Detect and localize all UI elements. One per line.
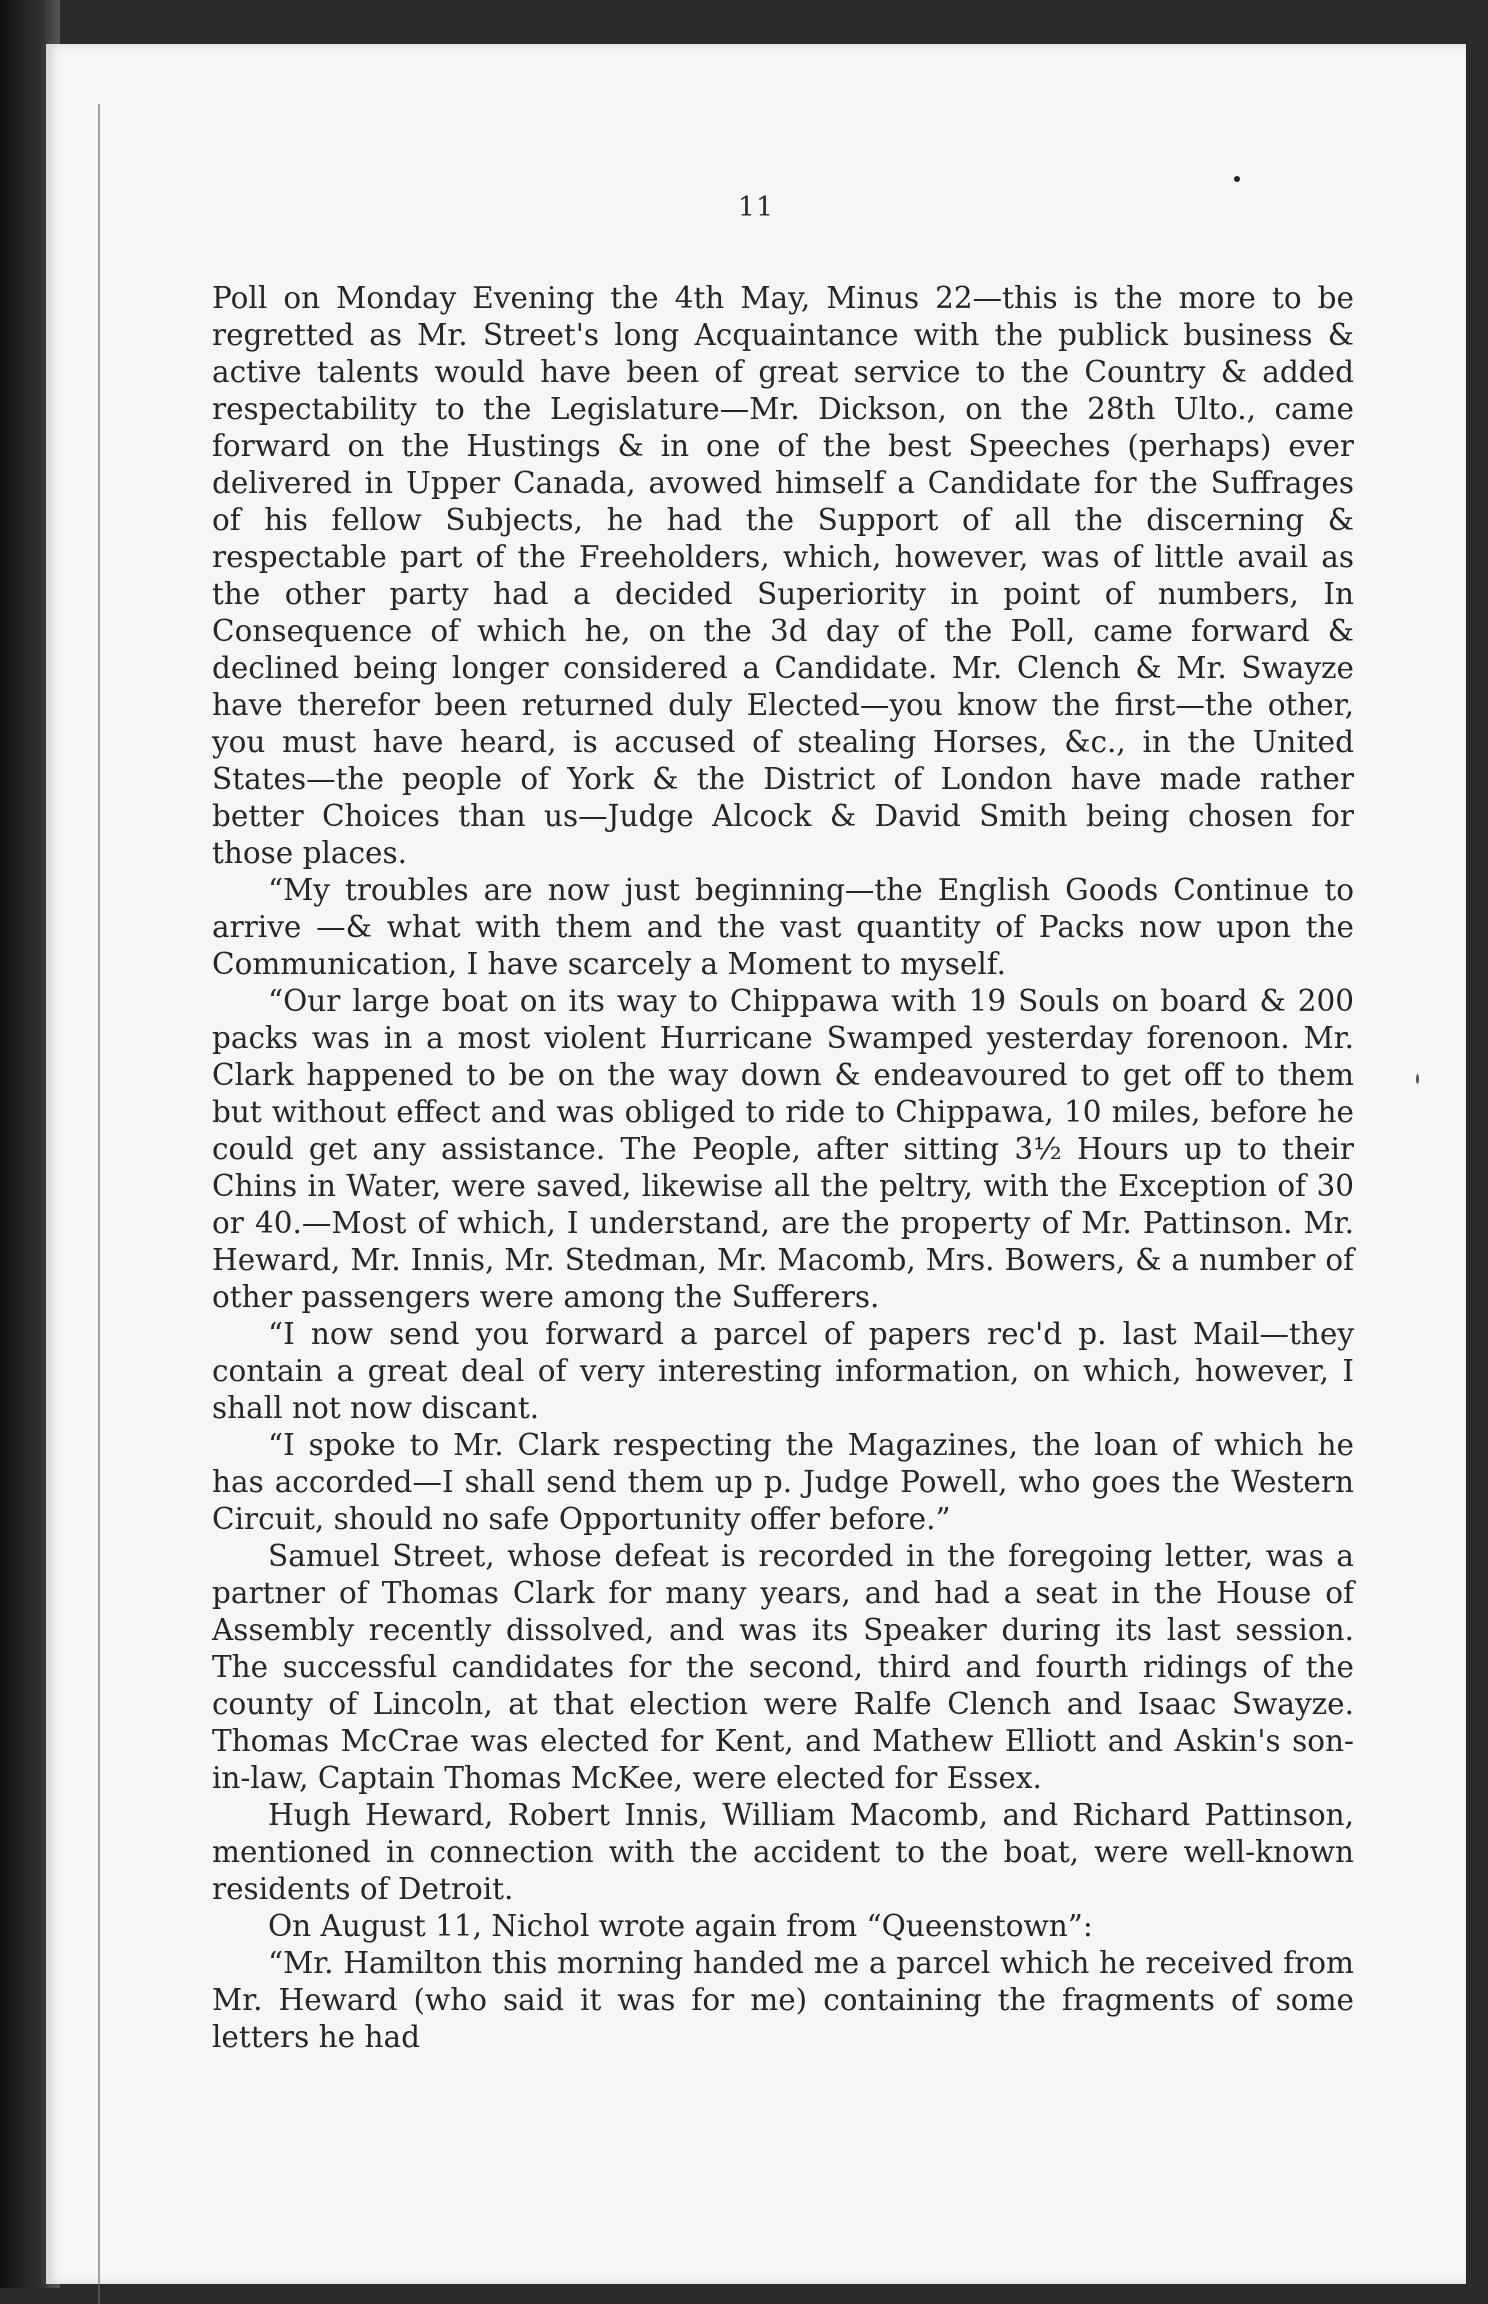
paragraph: Poll on Monday Evening the 4th May, Minus 22—this is the more to be regretted as Mr. Street's long Acquaintance with the publick business & active talents would have been of great service to the Country & added respectability to the Legislature—Mr. Dickson, on the 28th Ulto., came forward on the Hustings & in one of the best Speeches (perhaps) ever delivered in Upper Canada, avowed himself a Candidate for the Suffrages of his fellow Subjects, he had the Support of all the discerning & respectable part of the Freeholders, which, however, was of little avail as the other party had a decided Superiority in point of numbers, In Consequence of which he, on the 3d day of the Poll, came forward & declined being longer considered a Candidate. Mr. Clench & Mr. Swayze have therefor been returned duly Elected—you know the first—the other, you must have heard, is accused of stealing Horses, &c., in the United States—the people of York & the District of London have made rather better Choices than us—Judge Alcock & David Smith being chosen for those places. — [212, 281, 1354, 870]
paragraph: “I spoke to Mr. Clark respecting the Magazines, the loan of which he has accorded—I shall send them up p. Judge Powell, who goes the Western Circuit, should no safe Opportunity offer before.” — [212, 1428, 1354, 1536]
paragraph: Hugh Heward, Robert Innis, William Macomb, and Richard Pattinson, mentioned in connection with the accident to the boat, were well-known residents of Detroit. — [212, 1798, 1354, 1906]
binding-shadow-line — [98, 104, 100, 2304]
body-text — [212, 280, 1354, 2056]
paragraph: “Mr. Hamilton this morning handed me a parcel which he received from Mr. Heward (who said it was for me) containing the fragments of some letters he had — [212, 1946, 1354, 2054]
book-page — [46, 44, 1466, 2284]
paragraph: “My troubles are now just beginning—the English Goods Continue to arrive —& what with them and the vast quantity of Packs now upon the Communication, I have scarcely a Moment to myself. — [212, 873, 1354, 981]
page-speck — [1416, 1074, 1419, 1084]
paragraph: Samuel Street, whose defeat is recorded in the foregoing letter, was a partner of Thomas Clark for many years, and had a seat in the House of Assembly recently dissolved, and was its Speaker during its last session. The successful candidates for the second, third and fourth ridings of the county of Lincoln, at that election were Ralfe Clench and Isaac Swayze. Thomas McCrae was elected for Kent, and Mathew Elliott and Askin's son-in-law, Captain Thomas McKee, were elected for Essex. — [212, 1539, 1354, 1795]
page-speck — [1234, 176, 1240, 182]
paragraph: “I now send you forward a parcel of papers rec'd p. last Mail—they contain a great deal of very interesting information, on which, however, I shall not now discant. — [212, 1317, 1354, 1425]
page-number: 11 — [737, 192, 775, 223]
paragraph: “Our large boat on its way to Chippawa with 19 Souls on board & 200 packs was in a most violent Hurricane Swamped yesterday forenoon. Mr. Clark happened to be on the way down & endeavoured to get off to them but without effect and was obliged to ride to Chippawa, 10 miles, before he could get any assistance. The People, after sitting 3½ Hours up to their Chins in Water, were saved, likewise all the peltry, with the Exception of 30 or 40.—Most of which, I understand, are the property of Mr. Pattinson. Mr. Heward, Mr. Innis, Mr. Stedman, Mr. Macomb, Mrs. Bowers, & a number of other passengers were among the Sufferers. — [212, 984, 1354, 1314]
paragraph: On August 11, Nichol wrote again from “Queenstown”: — [268, 1909, 1093, 1943]
